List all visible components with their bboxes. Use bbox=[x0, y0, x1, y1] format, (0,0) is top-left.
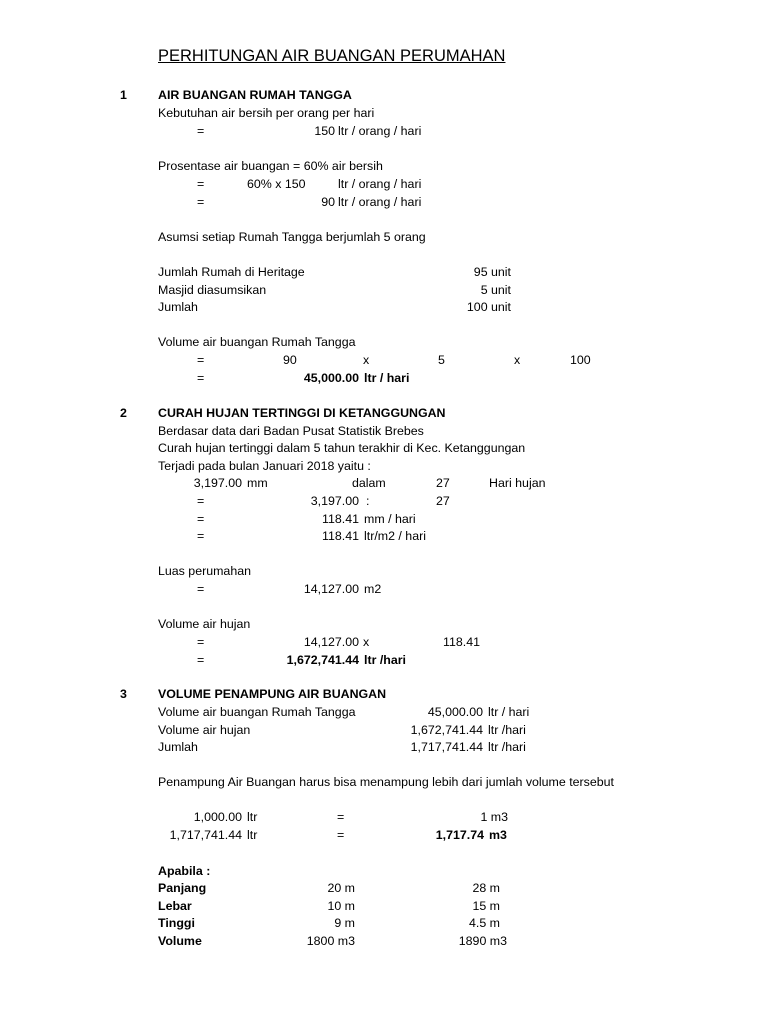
section-1-number: 1 bbox=[120, 88, 127, 102]
conversion-liters: 1,000.00 bbox=[193, 810, 242, 824]
dimension-option-b: 1890 m3 bbox=[458, 934, 507, 948]
section-3-heading: VOLUME PENAMPUNG AIR BUANGAN bbox=[158, 687, 387, 701]
total-liters-unit: ltr bbox=[247, 828, 258, 842]
volume-factor-c: 100 bbox=[570, 353, 591, 367]
dimension-option-a: 20 m bbox=[327, 881, 355, 895]
kebutuhan-label: Kebutuhan air bersih per orang per hari bbox=[158, 106, 375, 120]
rain-volume-factor-b: 118.41 bbox=[443, 635, 480, 649]
conversion-liters-unit: ltr bbox=[247, 810, 258, 824]
rainfall-value: 3,197.00 bbox=[193, 476, 242, 490]
prosentase-value: 90 bbox=[321, 195, 335, 209]
total-liters: 1,717,741.44 bbox=[169, 828, 242, 842]
rain-volume-summary-unit: ltr /hari bbox=[488, 723, 526, 737]
equals-sign: = bbox=[197, 653, 205, 667]
volume-label: Volume air buangan Rumah Tangga bbox=[158, 335, 356, 349]
division-dividend: 3,197.00 bbox=[310, 494, 359, 508]
rain-period: Terjadi pada bulan Januari 2018 yaitu : bbox=[158, 459, 371, 473]
jumlah-value: 100 unit bbox=[466, 300, 511, 314]
rainfall-unit: mm bbox=[247, 476, 268, 490]
section-1-heading: AIR BUANGAN RUMAH TANGGA bbox=[158, 88, 352, 102]
kebutuhan-value: 150 bbox=[314, 124, 335, 138]
rumah-value: 95 unit bbox=[473, 265, 511, 279]
dimension-label: Panjang bbox=[158, 881, 207, 895]
equals-sign: = bbox=[197, 124, 205, 138]
masjid-label: Masjid diasumsikan bbox=[158, 283, 267, 297]
dimension-option-a: 9 m bbox=[334, 916, 355, 930]
rain-volume-result: 1,672,741.44 bbox=[286, 653, 359, 667]
equals-sign: = bbox=[197, 529, 205, 543]
rain-days: 27 bbox=[436, 476, 450, 490]
section-2-number: 2 bbox=[120, 406, 127, 420]
dimension-option-b: 28 m bbox=[472, 881, 500, 895]
asumsi-text: Asumsi setiap Rumah Tangga berjumlah 5 orang bbox=[158, 230, 426, 244]
conversion-result: 1 m3 bbox=[480, 810, 508, 824]
luas-value: 14,127.00 bbox=[303, 582, 359, 596]
equals-sign: = bbox=[197, 371, 205, 385]
kebutuhan-unit: ltr / orang / hari bbox=[338, 124, 422, 138]
apabila-label: Apabila : bbox=[158, 864, 211, 878]
rain-per-day-unit: mm / hari bbox=[364, 512, 416, 526]
section-2-heading: CURAH HUJAN TERTINGGI DI KETANGGUNGAN bbox=[158, 406, 446, 420]
rain-per-day-value: 118.41 bbox=[322, 512, 359, 526]
dimension-option-b: 4.5 m bbox=[469, 916, 500, 930]
equals-sign: = bbox=[197, 195, 205, 209]
total-unit: ltr /hari bbox=[488, 740, 526, 754]
dimension-label: Tinggi bbox=[158, 916, 195, 930]
rain-volume-summary-label: Volume air hujan bbox=[158, 723, 251, 737]
rain-volume-label: Volume air hujan bbox=[158, 617, 251, 631]
equals-sign: = bbox=[197, 512, 205, 526]
section-3-number: 3 bbox=[120, 687, 127, 701]
prosentase-label: Prosentase air buangan = 60% air bersih bbox=[158, 159, 383, 173]
prosentase-unit: ltr / orang / hari bbox=[338, 195, 422, 209]
division-sign: : bbox=[366, 494, 370, 508]
household-volume-label: Volume air buangan Rumah Tangga bbox=[158, 705, 356, 719]
jumlah-label: Jumlah bbox=[158, 300, 198, 314]
rain-volume-result-unit: ltr /hari bbox=[364, 653, 406, 667]
rain-volume-factor-a: 14,127.00 bbox=[303, 635, 359, 649]
dimension-option-a: 1800 m3 bbox=[306, 934, 355, 948]
volume-factor-b: 5 bbox=[438, 353, 445, 367]
dimension-option-b: 15 m bbox=[472, 899, 500, 913]
rain-volume-summary-value: 1,672,741.44 bbox=[410, 723, 483, 737]
household-volume-value: 45,000.00 bbox=[427, 705, 483, 719]
equals-sign: = bbox=[337, 810, 345, 824]
capacity-note: Penampung Air Buangan harus bisa menampung lebih dari jumlah volume tersebut bbox=[158, 775, 614, 789]
equals-sign: = bbox=[197, 635, 205, 649]
division-divisor: 27 bbox=[436, 494, 450, 508]
dalam-text: dalam bbox=[352, 476, 386, 490]
equals-sign: = bbox=[337, 828, 345, 842]
rumah-label: Jumlah Rumah di Heritage bbox=[158, 265, 305, 279]
total-m3-unit: m3 bbox=[489, 828, 507, 842]
rain-description: Curah hujan tertinggi dalam 5 tahun terakhir di Kec. Ketanggungan bbox=[158, 441, 526, 455]
total-m3-value: 1,717.74 bbox=[435, 828, 484, 842]
dimension-label: Lebar bbox=[158, 899, 192, 913]
dimension-label: Volume bbox=[158, 934, 202, 948]
volume-result: 45,000.00 bbox=[303, 371, 359, 385]
total-value: 1,717,741.44 bbox=[410, 740, 483, 754]
volume-factor-a: 90 bbox=[283, 353, 297, 367]
volume-result-unit: ltr / hari bbox=[364, 371, 410, 385]
prosentase-expression-unit: ltr / orang / hari bbox=[338, 177, 422, 191]
multiply-sign: x bbox=[514, 353, 521, 367]
household-volume-unit: ltr / hari bbox=[488, 705, 530, 719]
multiply-sign: x bbox=[363, 635, 370, 649]
rain-per-m2-value: 118.41 bbox=[322, 529, 359, 543]
total-label: Jumlah bbox=[158, 740, 198, 754]
multiply-sign: x bbox=[363, 353, 370, 367]
source-line: Berdasar data dari Badan Pusat Statistik Brebes bbox=[158, 424, 424, 438]
rain-per-m2-unit: ltr/m2 / hari bbox=[364, 529, 426, 543]
prosentase-expression: 60% x 150 bbox=[247, 177, 306, 191]
equals-sign: = bbox=[197, 177, 205, 191]
equals-sign: = bbox=[197, 353, 205, 367]
equals-sign: = bbox=[197, 582, 205, 596]
luas-unit: m2 bbox=[364, 582, 382, 596]
page-title: PERHITUNGAN AIR BUANGAN PERUMAHAN bbox=[158, 47, 506, 65]
dimension-option-a: 10 m bbox=[327, 899, 355, 913]
rain-days-label: Hari hujan bbox=[489, 476, 546, 490]
luas-label: Luas perumahan bbox=[158, 564, 251, 578]
equals-sign: = bbox=[197, 494, 205, 508]
masjid-value: 5 unit bbox=[480, 283, 511, 297]
